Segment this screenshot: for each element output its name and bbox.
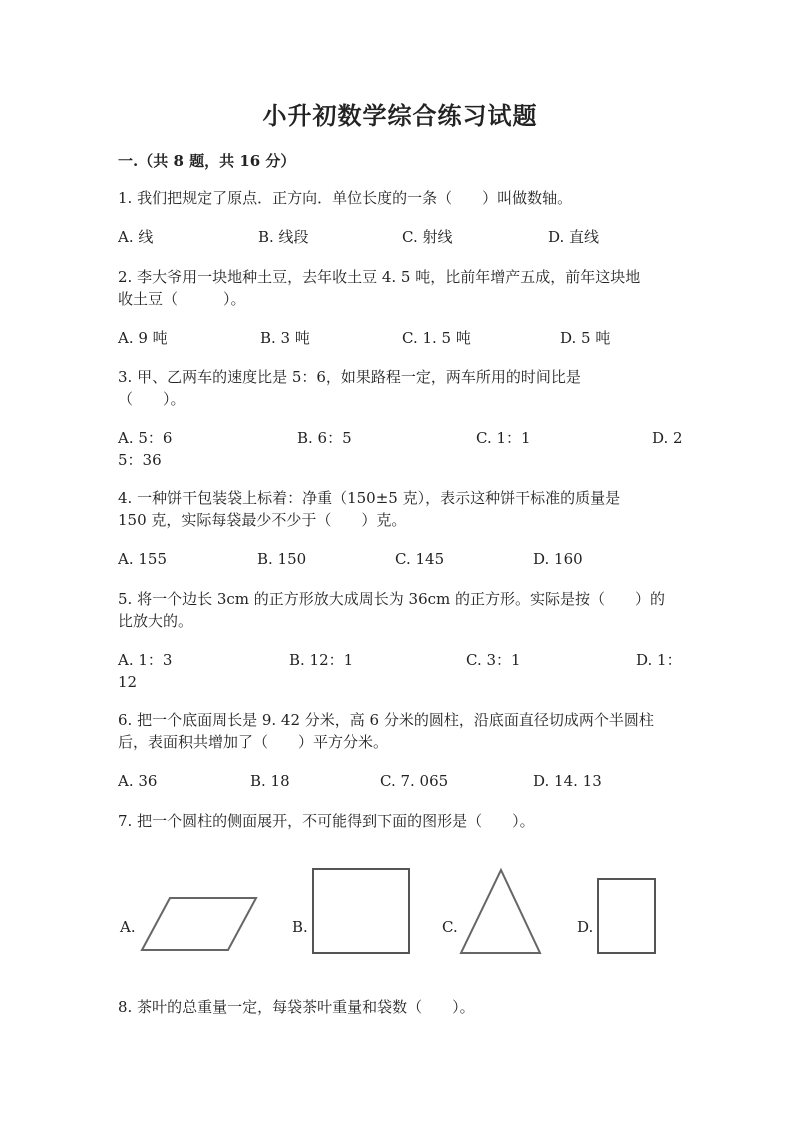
option-a: A. 5：6 xyxy=(118,429,173,447)
question-stem-line: 8. 茶叶的总重量一定，每袋茶叶重量和袋数（ ）。 xyxy=(118,998,475,1016)
option-d: D. 1： xyxy=(636,651,682,669)
rectangle-figure xyxy=(594,875,660,957)
question-stem-line: 6. 把一个底面周长是 9. 42 分米，高 6 分米的圆柱，沿底面直径切成两个半圆柱 xyxy=(118,711,654,729)
question-stem-line: 4. 一种饼干包装袋上标着：净重（150±5 克），表示这种饼干标准的质量是 xyxy=(118,489,621,507)
option-c: C. 7. 065 xyxy=(380,772,449,790)
question-stem-line: 2. 李大爷用一块地种土豆，去年收土豆 4. 5 吨，比前年增产五成，前年这块地 xyxy=(118,268,641,286)
square-figure xyxy=(308,865,414,957)
option-d: D. 直线 xyxy=(548,228,600,246)
figure-label-c: C. xyxy=(442,918,458,936)
option-d: D. 14. 13 xyxy=(533,772,602,790)
parallelogram-figure xyxy=(138,892,262,956)
option-a: A. 9 吨 xyxy=(118,329,168,347)
option-d-continued: 12 xyxy=(118,673,138,691)
option-d: D. 5 吨 xyxy=(560,329,611,347)
option-b: B. 12：1 xyxy=(289,651,354,669)
page-title: 小升初数学综合练习试题 xyxy=(262,101,538,130)
option-d: D. 160 xyxy=(533,550,583,568)
section-heading: 一.（共 8 题，共 16 分） xyxy=(118,152,296,170)
question-8 xyxy=(118,996,678,1018)
option-d: D. 2 xyxy=(652,429,683,447)
question-stem-line: 5. 将一个边长 3cm 的正方形放大成周长为 36cm 的正方形。实际是按（ ）的 xyxy=(118,590,666,608)
option-c: C. 145 xyxy=(395,550,445,568)
question-stem-line: 比放大的。 xyxy=(118,612,194,630)
question-3 xyxy=(118,366,678,410)
option-c: C. 1. 5 吨 xyxy=(402,329,471,347)
figure-label-d: D. xyxy=(577,918,594,936)
option-d-continued: 5：36 xyxy=(118,451,162,469)
option-a: A. 36 xyxy=(118,772,158,790)
question-2 xyxy=(118,266,678,310)
option-c: C. 射线 xyxy=(402,228,453,246)
question-7 xyxy=(118,810,678,832)
option-a: A. 155 xyxy=(118,550,167,568)
option-c: C. 3：1 xyxy=(466,651,521,669)
option-a: A. 1：3 xyxy=(118,651,173,669)
figure-label-a: A. xyxy=(120,918,136,936)
figure-label-b: B. xyxy=(292,918,308,936)
question-stem-line: 3. 甲、乙两车的速度比是 5：6，如果路程一定，两车所用的时间比是 xyxy=(118,368,581,386)
option-b: B. 150 xyxy=(257,550,307,568)
option-a: A. 线 xyxy=(118,228,154,246)
question-stem-line: 150 克，实际每袋最少不少于（ ）克。 xyxy=(118,511,407,529)
option-b: B. 线段 xyxy=(258,228,309,246)
question-6 xyxy=(118,709,678,753)
triangle-figure xyxy=(456,866,546,958)
question-4 xyxy=(118,487,678,531)
question-5 xyxy=(118,588,678,632)
option-b: B. 3 吨 xyxy=(260,329,310,347)
option-c: C. 1：1 xyxy=(476,429,531,447)
question-stem-line: （ ）。 xyxy=(118,390,186,408)
question-stem-line: 收土豆（ ）。 xyxy=(118,290,246,308)
option-b: B. 6：5 xyxy=(297,429,352,447)
question-stem-line: 1. 我们把规定了原点．正方向．单位长度的一条（ ）叫做数轴。 xyxy=(118,189,573,207)
question-stem-line: 后，表面积共增加了（ ）平方分米。 xyxy=(118,733,389,751)
option-b: B. 18 xyxy=(250,772,290,790)
question-1 xyxy=(118,187,678,209)
question-stem-line: 7. 把一个圆柱的侧面展开，不可能得到下面的图形是（ ）。 xyxy=(118,812,535,830)
